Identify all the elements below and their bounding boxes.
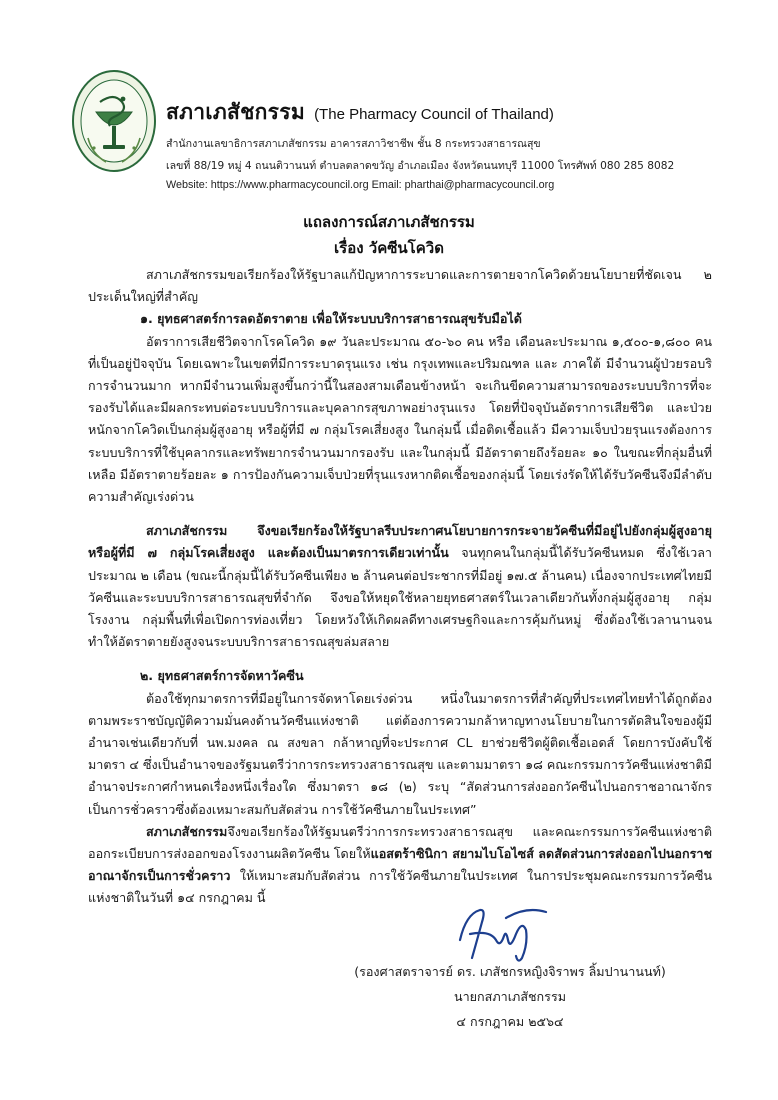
section-1-paragraph-2-text: จนทุกคนในกลุ่มนี้ได้รับวัคซีนหมด ซึ่งใช้เวลาประมาณ ๒ เดือน (ขณะนี้กลุ่มนี้ได้รับวัคซีนเพียง ๒ ล้านคนต่อประชากรที่มีอยู่ ๑๗.๕ ล้านคน) เนื่องจากประเทศไทยมีวัคซีนและระบบบริการสาธารณสุขที่จำกัด จึงขอให้หยุดใช้หลายยุทธศาสตร์ในเวลาเดียวกันทั้งกลุ่มผู้สูงอายุ กลุ่มโรงงาน กลุ่มพื้นที่เพื่อเปิดการท่องเที่ยว โดยหวังให้เกิดผลดีทางเศรษฐกิจและการคุ้มกันหมู่ ซึ่งต้องใช้เวลานานจนทำให้อัตราตายยังสูงจนระบบบริการสาธารณสุขล่มสลาย — [88, 545, 712, 650]
section-2-org: สภาเภสัชกรรม — [146, 823, 228, 839]
statement-date: ๔ กรกฎาคม ๒๕๖๔ — [456, 1014, 564, 1029]
section-2-demand: แอสตร้าซินิกา สยามไบโอไซส์ ลดสัดส่วนการส่งออกไปนอกราชอาณาจักรเป็นการชั่วคราว — [88, 846, 712, 884]
statement-title: แถลงการณ์สภาเภสัชกรรม — [303, 213, 475, 231]
section-2-paragraph-2-text-a: จึงขอเรียกร้องให้รัฐมนตรีว่าการกระทรวงสาธารณสุข และคณะกรรมการวัคซีนแห่งชาติออกระเบียบการส่งออกของโรงงานผลิตวัคซีน โดยให้ — [88, 823, 712, 862]
section-2-paragraph-1: ต้องใช้ทุกมาตรการที่มีอยู่ในการจัดหาโดยเร่งด่วน หนึ่งในมาตรการที่สำคัญที่ประเทศไทยทำได้ถูกต้องตามพระราชบัญญัติความมั่นคงด้านวัคซีนแห่งชาติ แต่ต้องการความกล้าหาญทางนโยบายในการตัดสินใจของผู้มีอำนาจเช่นเดียวกับที่ นพ.มงคล ณ สงขลา กล้าหาญที่จะประกาศ CL ยาช่วยชีวิตผู้ติดเชื้อเอดส์ โดยการบังคับใช้ มาตรา ๔ ซึ่งเป็นอำนาจของรัฐมนตรีว่าการกระทรวงสาธารณสุข และตามมาตรา ๑๘ คณะกรรมการวัคซีนแห่งชาติมีอำนาจประกาศกำหนดเรื่องหนึ่งเรื่องใด ซึ่งมาตรา ๑๘ (๒) ระบุ “สัดส่วนการส่งออกวัคซีนไปนอกราชอาณาจักรเป็นการชั่วคราวซึ่งต้องเหมาะสมกับสัดส่วน การใช้วัคซีนภายในประเทศ” — [88, 690, 712, 817]
org-name-thai: สภาเภสัชกรรม — [166, 100, 305, 124]
address-line-2: เลขที่ 88/19 หมู่ 4 ถนนติวานนท์ ตำบลตลาดขวัญ อำเภอเมือง จังหวัดนนทบุรี 11000 โทรศัพท์ 080 285 8082 — [166, 160, 675, 172]
handwritten-signature — [446, 900, 554, 964]
section-1-paragraph-1: อัตราการเสียชีวิตจากโรคโควิด ๑๙ วันละประมาณ ๕๐-๖๐ คน หรือ เดือนละประมาณ ๑,๕๐๐-๑,๘๐๐ คน ที่เป็นอยู่ปัจจุบัน โดยเฉพาะในเขตที่มีการระบาดรุนแรง เช่น กรุงเทพและปริมณฑล และ ภาคใต้ มีจำนวนผู้ป่วยรอบริการจำนวนมาก หากมีจำนวนเพิ่มสูงขึ้นกว่านี้ในสองสามเดือนข้างหน้า จะเกินขีดความสามารถของระบบบริการที่จะรองรับได้และมีผลกระทบต่อระบบบริการและบุคลากรสุขภาพอย่างรุนแรง โดยที่ปัจจุบันอัตราการเสียชีวิต และป่วยหนักจากโควิดเป็นกลุ่มผู้สูงอายุ หรือผู้ที่มี ๗ กลุ่มโรคเสี่ยงสูง ในกลุ่มนี้ เมื่อติดเชื้อแล้ว มีความเจ็บป่วยรุนแรงต้องการระบบบริการที่ใช้บุคลากรและทรัพยากรจำนวนมากรองรับ และในกลุ่มนี้ มีอัตราตายถึงร้อยละ ๑๐ ในขณะที่กลุ่มอื่นที่เหลือ มีอัตราตายร้อยละ ๑ การป้องกันความเจ็บป่วยที่รุนแรงหากติดเชื้อของกลุ่มนี้ โดยเร่งรัดให้ได้รับวัคซีนจึงมีลำดับความสำคัญเร่งด่วน — [88, 333, 712, 505]
pharmacy-council-logo — [70, 68, 158, 174]
signatory-title: นายกสภาเภสัชกรรม — [453, 989, 567, 1004]
contact-line: Website: https://www.pharmacycouncil.org Email: pharthai@pharmacycouncil.org — [166, 179, 555, 191]
org-name-english: (The Pharmacy Council of Thailand) — [314, 106, 554, 123]
address-line-1: สำนักงานเลขาธิการสภาเภสัชกรรม อาคารสภาวิชาชีพ ชั้น 8 กระทรวงสาธารณสุข — [166, 138, 541, 150]
section-1-demand: สภาเภสัชกรรม จึงขอเรียกร้องให้รัฐบาลรีบประกาศนโยบายการกระจายวัคซีนที่มีอยู่ไปยังกลุ่มผู้สูงอายุ หรือผู้ที่มี ๗ กลุ่มโรคเสี่ยงสูง และต้องเป็นมาตรการเดียวเท่านั้น — [88, 523, 712, 561]
section-1-paragraph-2 — [88, 520, 712, 653]
org-title — [166, 96, 554, 129]
section-2-title: ๒. ยุทธศาสตร์การจัดหาวัคซีน — [140, 668, 304, 684]
section-2-paragraph-2-text-b: ให้เหมาะสมกับสัดส่วน การใช้วัคซีนภายในประเทศ ในการประชุมคณะกรรมการวัคซีนแห่งชาติในวันที่ ๑๔ กรกฎาคม นี้ — [88, 868, 712, 906]
signatory-name: (รองศาสตราจารย์ ดร. เภสัชกรหญิงจิราพร ลิ้มปานานนท์) — [354, 964, 666, 979]
intro-paragraph: สภาเภสัชกรรมขอเรียกร้องให้รัฐบาลแก้ปัญหาการระบาดและการตายจากโควิดด้วยนโยบายที่ชัดเจน ๒ ประเด็นใหญ่ที่สำคัญ — [88, 267, 712, 305]
section-2-paragraph-2 — [88, 821, 712, 910]
section-1-title: ๑. ยุทธศาสตร์การลดอัตราตาย เพื่อให้ระบบบริการสาธารณสุขรับมือได้ — [140, 311, 522, 327]
statement-subject: เรื่อง วัคซีนโควิด — [334, 239, 444, 257]
statement-body — [88, 264, 712, 910]
